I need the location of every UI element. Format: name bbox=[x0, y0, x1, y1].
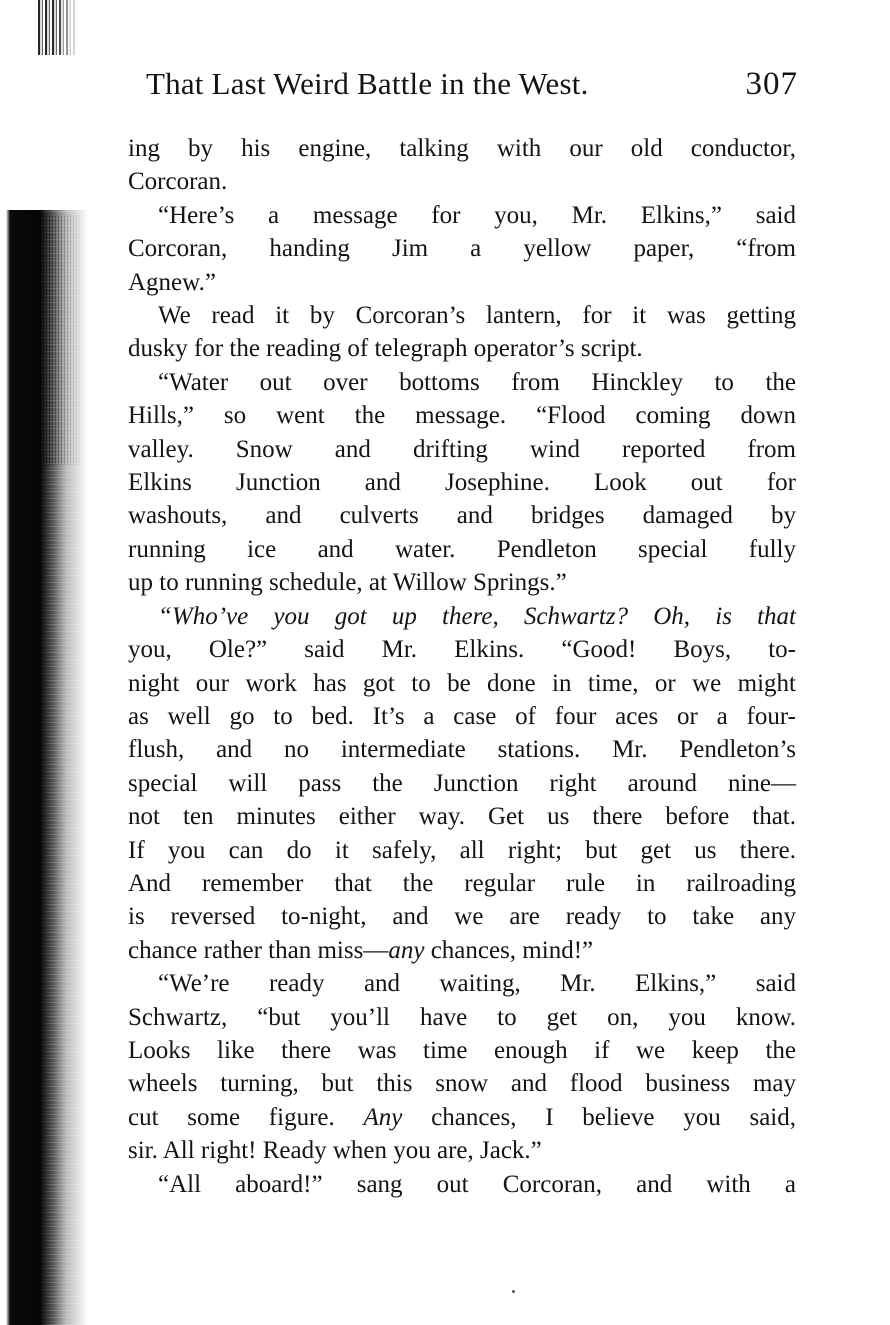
text-line: is reversed to-night, and we are ready to take any bbox=[128, 903, 796, 931]
text-line: Corcoran, handing Jim a yellow paper, “from bbox=[128, 235, 796, 263]
text-line: valley. Snow and drifting wind reported from bbox=[128, 435, 796, 463]
binding-shadow-top bbox=[38, 0, 78, 55]
text-line: up to running schedule, at Willow Springs.” bbox=[128, 569, 567, 597]
running-title: That Last Weird Battle in the West. bbox=[146, 66, 589, 101]
text-line: washouts, and culverts and bridges damaged by bbox=[128, 502, 796, 530]
emphasis-run: any bbox=[388, 936, 425, 964]
text-line: Corcoran. bbox=[128, 168, 228, 196]
body-text bbox=[128, 132, 796, 1201]
text-run: cut some figure. bbox=[128, 1103, 364, 1131]
text-line: “Water out over bottoms from Hinckley to the bbox=[158, 368, 796, 396]
text-line bbox=[128, 1101, 796, 1134]
text-line: Schwartz, “but you’ll have to get on, you know. bbox=[128, 1003, 796, 1031]
text-line: night our work has got to be done in time, or we might bbox=[128, 669, 796, 697]
text-line: “We’re ready and waiting, Mr. Elkins,” said bbox=[158, 970, 796, 998]
text-line: “Here’s a message for you, Mr. Elkins,” said bbox=[158, 201, 796, 229]
text-line: dusky for the reading of telegraph operator’s script. bbox=[128, 335, 643, 363]
text-line: ing by his engine, talking with our old conductor, bbox=[128, 135, 796, 162]
text-line: We read it by Corcoran’s lantern, for it was getting bbox=[158, 302, 796, 330]
text-line: special will pass the Junction right around nine— bbox=[128, 769, 796, 797]
emphasis-run: Any bbox=[363, 1103, 403, 1131]
running-header bbox=[146, 66, 798, 110]
text-line: sir. All right! Ready when you are, Jack.” bbox=[128, 1137, 542, 1165]
text-line: “Who’ve you got up there, Schwartz? Oh, is that bbox=[158, 602, 796, 630]
text-run: chance rather than miss— bbox=[128, 936, 389, 964]
text-line: running ice and water. Pendleton special fully bbox=[128, 535, 796, 563]
scan-speck bbox=[512, 1290, 515, 1293]
text-line: you, Ole?” said Mr. Elkins. “Good! Boys, to- bbox=[128, 636, 796, 664]
text-run: chances, mind!” bbox=[424, 936, 594, 964]
text-line: as well go to bed. It’s a case of four aces or a four- bbox=[128, 702, 796, 730]
text-line bbox=[128, 934, 796, 967]
text-line: flush, and no intermediate stations. Mr. Pendleton’s bbox=[128, 736, 796, 764]
text-line: Agnew.” bbox=[128, 268, 216, 296]
text-run: chances, I believe you said, bbox=[402, 1103, 796, 1131]
page-number: 307 bbox=[745, 66, 798, 102]
text-line: Elkins Junction and Josephine. Look out for bbox=[128, 469, 796, 497]
text-line: “All aboard!” sang out Corcoran, and with a bbox=[158, 1170, 796, 1198]
text-line: Looks like there was time enough if we keep the bbox=[128, 1036, 796, 1064]
text-line: wheels turning, but this snow and flood business may bbox=[128, 1070, 796, 1098]
text-line: Hills,” so went the message. “Flood coming down bbox=[128, 402, 796, 430]
text-line: If you can do it safely, all right; but get us there. bbox=[128, 836, 796, 864]
binding-texture bbox=[34, 215, 84, 465]
text-line: not ten minutes either way. Get us there before that. bbox=[128, 803, 796, 831]
text-line: And remember that the regular rule in railroading bbox=[128, 869, 796, 897]
